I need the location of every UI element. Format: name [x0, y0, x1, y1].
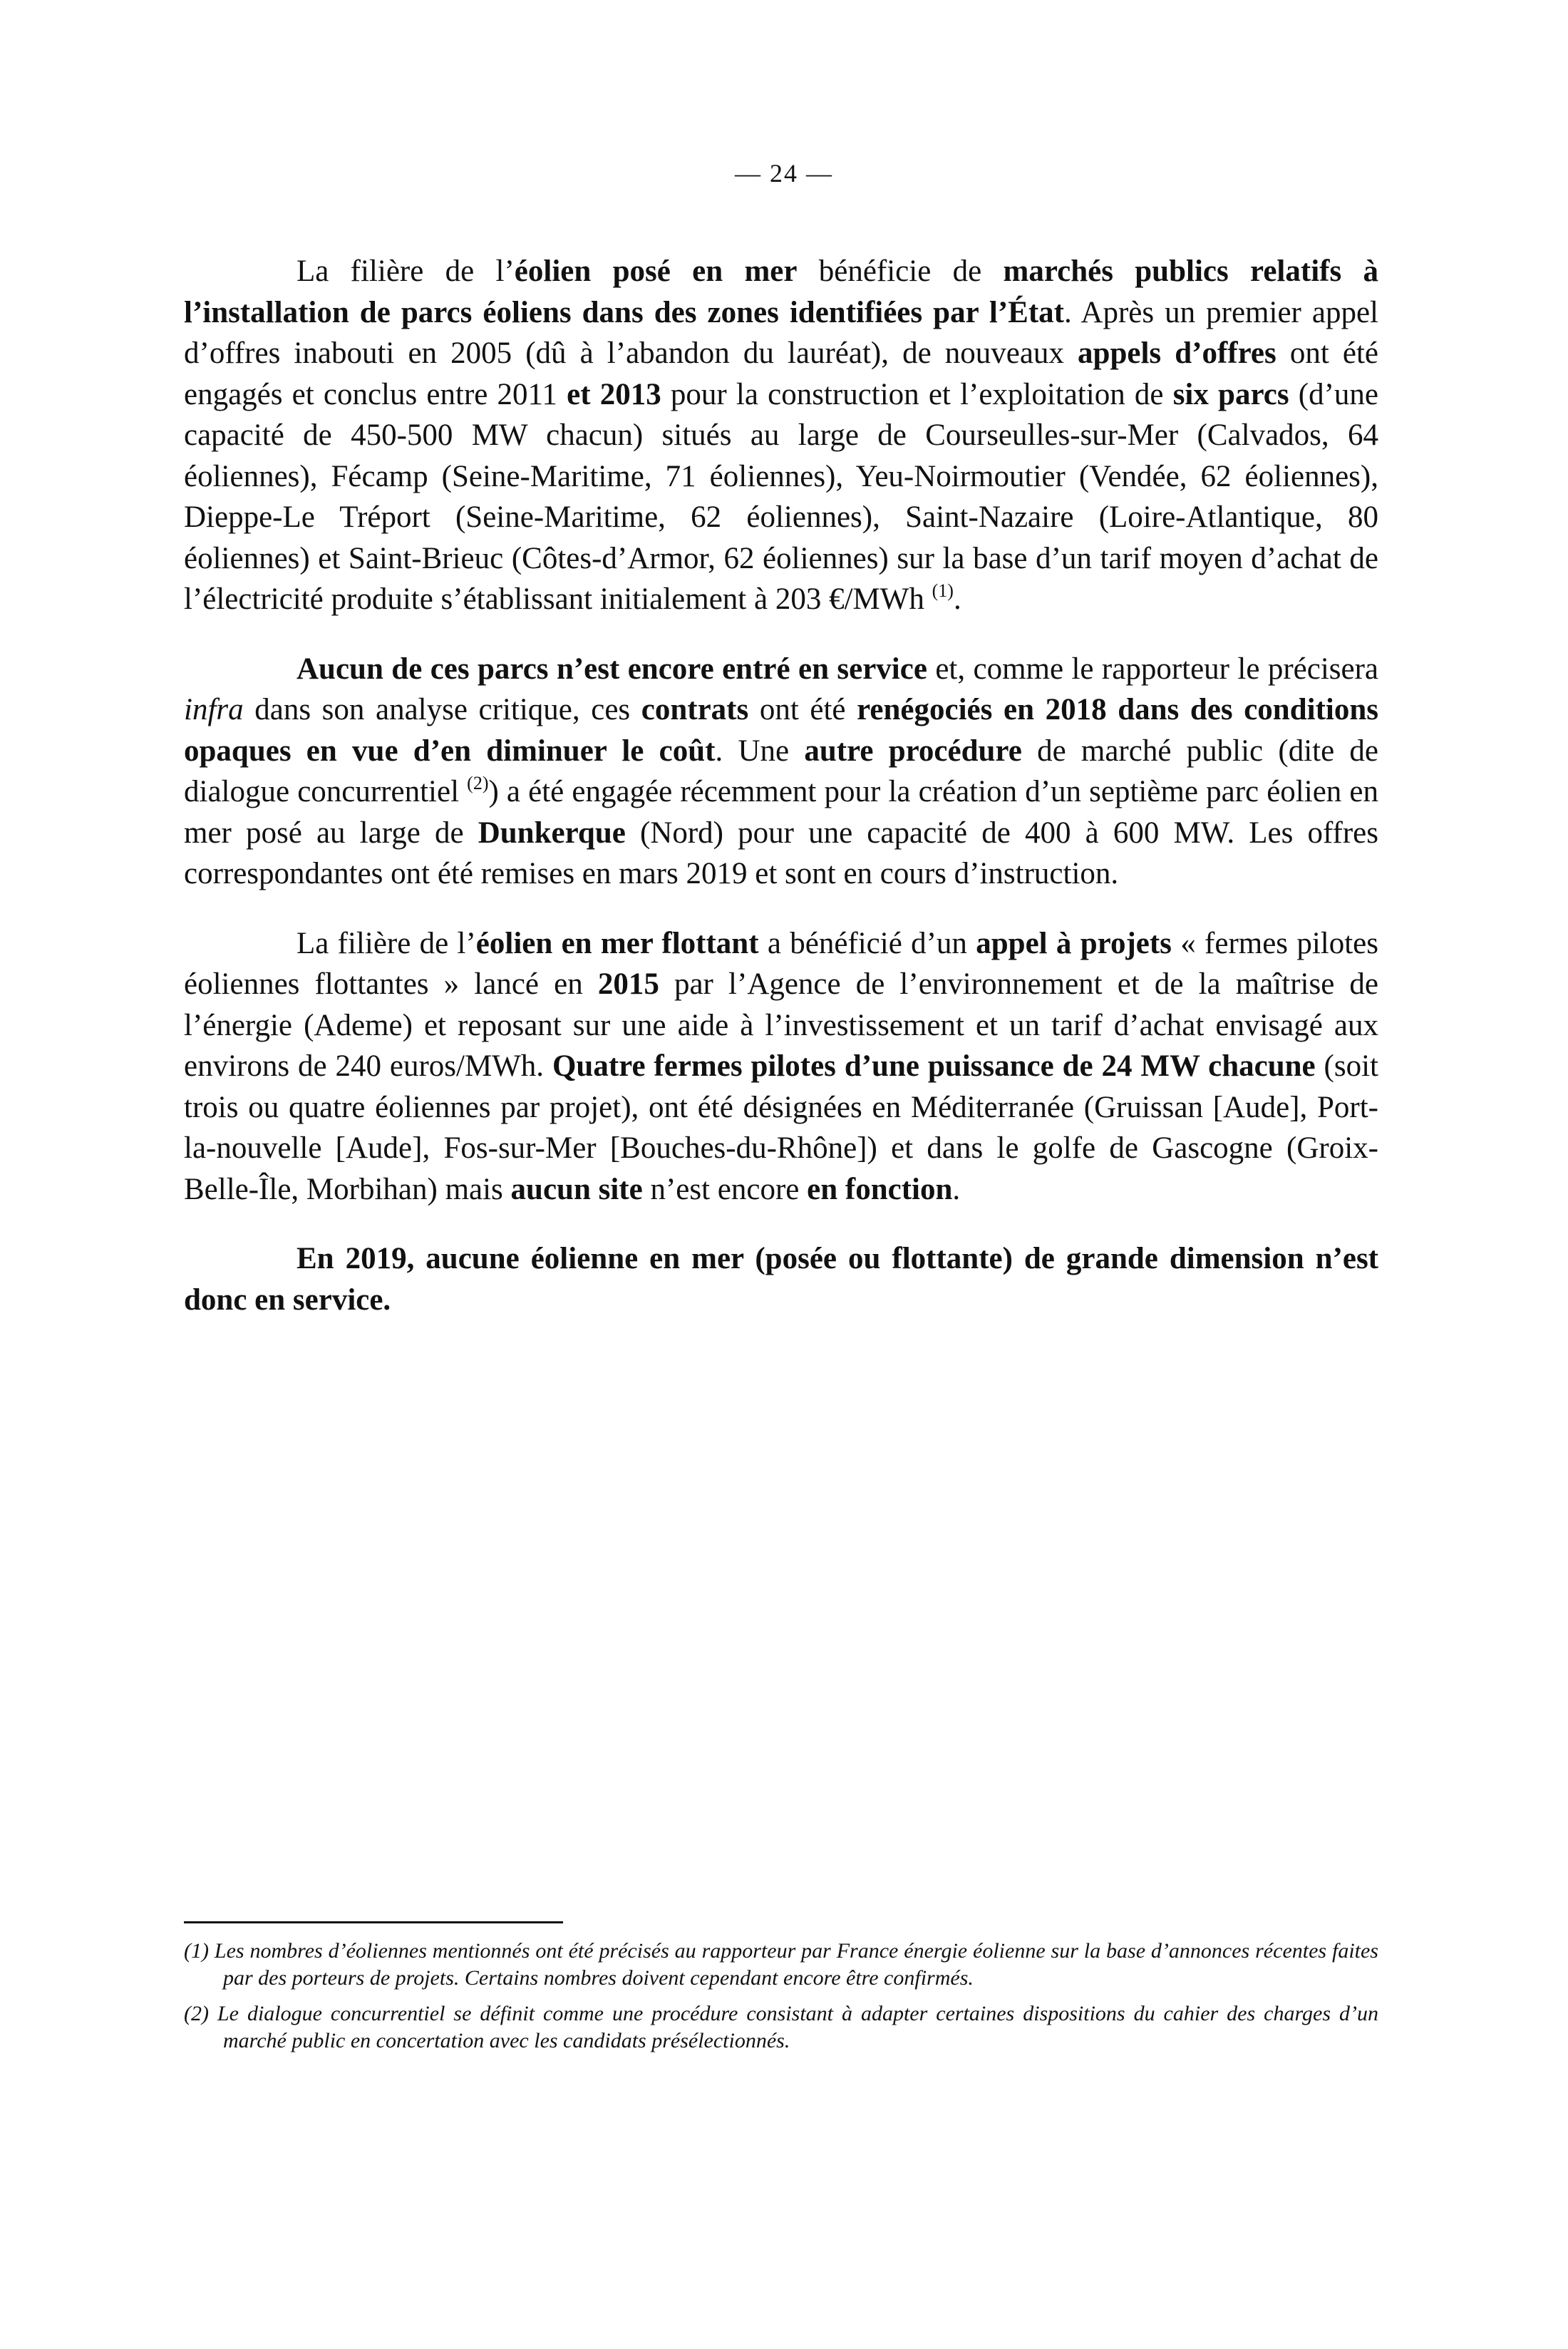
paragraph-parks-not-in-service [184, 649, 1378, 895]
bold-run: aucun site [510, 1172, 643, 1206]
bold-run: autre procédure [804, 734, 1022, 768]
text-run: . [952, 1172, 961, 1206]
bold-run: renégociés en 2018 dans des conditions opaques en vue d’en diminuer le coût [184, 693, 1378, 768]
italic-run: infra [184, 693, 244, 726]
bold-run: Quatre fermes pilotes d’une puissance de 24 MW chacune [552, 1049, 1316, 1083]
text-run: n’est encore [642, 1172, 808, 1206]
text-run: (soit trois ou quatre éoliennes par projet), ont été désignées en Méditerranée (Gruissan [Aude], Port-la-nouvelle [Aude], Fos-sur-Mer [Bouches-du-Rhône]) et dans le golfe de Gascogne (Groix-Belle-Île, Morbihan) mais [184, 1049, 1378, 1206]
text-run: . Une [715, 734, 805, 768]
bold-run: contrats [641, 693, 749, 726]
text-run: La filière de l’ [296, 255, 515, 288]
text-run: (d’une capacité de 450-500 MW chacun) situés au large de Courseulles-sur-Mer (Calvados, 64 éoliennes), Fécamp (Seine-Maritime, 71 éoliennes), Yeu-Noirmoutier (Vendée, 62 éoliennes), Dieppe-Le Tréport (Seine-Maritime, 62 éoliennes), Saint-Nazaire (Loire-Atlantique, 80 éoliennes) et Saint-Brieuc (Côtes-d’Armor, 62 éoliennes) sur la base d’un tarif moyen d’achat de l’électricité produite s’établissant initialement à 203 €/MWh [184, 377, 1378, 616]
footnote-2: (2) Le dialogue concurrentiel se définit comme une procédure consistant à adapter certaines dispositions du cahier des charges d’un marché public en concertation avec les candidats présélectionnés. [184, 2002, 1378, 2052]
text-run: et, comme le rapporteur le précisera [927, 652, 1378, 686]
page-number: — 24 — [735, 159, 833, 187]
bold-run: 2015 [597, 967, 659, 1001]
text-run: . Après un premier appel d’offres inabouti en 2005 (dû à l’abandon du lauréat), de nouveaux [184, 295, 1379, 370]
text-run: pour la construction et l’exploitation de [661, 377, 1173, 411]
text-run: ) a été engagée récemment pour la création d’un septième parc éolien en mer posé au large de [184, 775, 1379, 850]
text-run: dans son analyse critique, ces [243, 693, 641, 726]
footnote-ref-2[interactable]: (2) [467, 773, 489, 793]
bold-run: en fonction [807, 1172, 953, 1206]
bold-run: appel à projets [976, 926, 1172, 960]
text-run: « fermes pilotes éoliennes flottantes » lancé en [184, 926, 1378, 1001]
text-run: ont été [748, 693, 857, 726]
bold-run: Aucun de ces parcs n’est encore entré en service [296, 652, 927, 686]
body-text [184, 251, 1378, 1349]
text-run: a bénéficié d’un [758, 926, 976, 960]
bold-run: éolien en mer flottant [475, 926, 759, 960]
paragraph-offshore-fixed-wind [184, 251, 1378, 620]
text-run: bénéficie de [797, 255, 1004, 288]
footnote-separator [184, 1921, 563, 1923]
bold-run: et 2013 [567, 377, 661, 411]
bold-run: En 2019, aucune éolienne en mer (posée ou flottante) de grande dimension n’est donc en service. [184, 1242, 1378, 1317]
footnote-1: (1) Les nombres d’éoliennes mentionnés ont été précisés au rapporteur par France énergie éolienne sur la base d’annonces récentes faites par des porteurs de projets. Certains nombres doivent cependant encore être confirmés. [184, 1939, 1378, 1990]
footnotes [184, 1938, 1378, 2063]
bold-run: Dunkerque [478, 816, 626, 850]
text-run: par l’Agence de l’environnement et de la maîtrise de l’énergie (Ademe) et reposant sur une aide à l’investissement et un tarif d’achat envisagé aux environs de 240 euros/MWh. [184, 967, 1379, 1083]
bold-run: éolien posé en mer [514, 255, 798, 288]
text-run: . [953, 582, 961, 616]
text-run: (Nord) pour une capacité de 400 à 600 MW. Les offres correspondantes ont été remises en mars 2019 et sont en cours d’instruction. [184, 816, 1378, 890]
text-run: de marché public (dite de dialogue concurrentiel [184, 734, 1379, 808]
paragraph-floating-wind [184, 923, 1378, 1211]
footnote-ref-1[interactable]: (1) [932, 580, 954, 601]
text-run: La filière de l’ [296, 926, 476, 960]
paragraph-conclusion [184, 1238, 1378, 1320]
bold-run: appels d’offres [1078, 336, 1276, 370]
bold-run: six parcs [1172, 377, 1289, 411]
text-run: ont été engagés et conclus entre 2011 [184, 336, 1378, 411]
bold-run: marchés publics relatifs à l’installation de parcs éoliens dans des zones identifiées par l’État [184, 255, 1379, 329]
